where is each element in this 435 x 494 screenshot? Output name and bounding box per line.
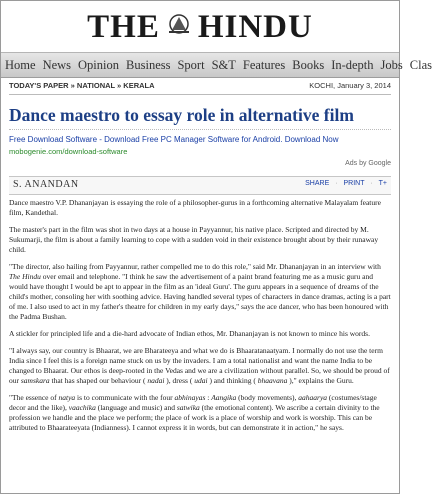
nav-item-jobs[interactable]: Jobs [380, 58, 403, 72]
text-run: "The director, also hailing from Payyannur, rather compelled me to do this role," said Mr. Dhananjayan in an interview with [9, 262, 381, 271]
text-run: )," explains the Guru. [287, 376, 354, 385]
text-run: "The essence of [9, 393, 59, 402]
italic-text: udai [194, 376, 208, 385]
paragraph: Dance maestro V.P. Dhananjayan is essaying the role of a philosopher-gurus in a forthcoming alternative Malayalam feature film, Kandethal. [9, 198, 381, 217]
italic-text: The Hindu [9, 272, 41, 281]
paragraph [9, 346, 391, 386]
ad-title-link[interactable]: Free Download Software - Download Free PC Manager Software for Android. Download Now [9, 135, 339, 144]
nav-item-news[interactable]: News [42, 58, 72, 72]
text-run: ), dress ( [164, 376, 195, 385]
emblem-icon [166, 7, 192, 29]
article-headline: Dance maestro to essay role in alternative film [9, 105, 354, 125]
nav-item-opinion[interactable]: Opinion [78, 58, 120, 72]
nav-item-sport[interactable]: Sport [177, 58, 205, 72]
paragraph: The master's part in the film was shot in two days at a house in Payyannur, his native place. Scripted and directed by M. Sukumarji, the film is about a family learning to cope with a sudden void in their existence brought about by their runaway child. [9, 225, 379, 254]
text-run: that has shaped our behaviour ( [49, 376, 148, 385]
italic-text: satwika [176, 403, 200, 412]
text-run: (costumes/stage decor and the like), [9, 393, 377, 412]
nav-item-in-depth[interactable]: In-depth [331, 58, 374, 72]
italic-text: samskara [20, 376, 50, 385]
text-run: over email and telephone. "I think he saw the advertisement of a paint brand featuring me as a music guru and would have thought I would be apt to appear in the film as an 'ideal Guru'. The guru appears in a sequence of dreams of the child's mother, consoling her with soothing advice. Having handled several types of characters in dance dramas, acting is a part of me. I also used to act in my father's theatre for children in my early days," says the ace dancer, who has been honoured with the Padma Bushan. [9, 272, 391, 321]
italic-text: natya [58, 393, 76, 402]
byline-bar [9, 176, 391, 195]
tools-separator: · [370, 180, 373, 187]
logo-left-word: THE [87, 9, 160, 45]
share-button[interactable]: SHARE [305, 180, 330, 187]
paragraph: A stickler for principled life and a die-hard advocate of Indian ethos, Mr. Dhananjayan is not known to mince his words. [9, 329, 370, 338]
text-run: ) and thinking ( [207, 376, 258, 385]
divider [9, 94, 391, 95]
text-run: is to communicate with the four [75, 393, 175, 402]
ads-by-google-label[interactable]: Ads by Google [345, 160, 391, 167]
text-run: (the emotional content). We ascribe a certain divinity to the profession we handle and the place we perform; the place of work is a place of worship and work is worship. This can be attributed to Bhaarateeyata (Indianness). I cannot express it in words, but can demonstrate it in action," he says. [9, 403, 380, 432]
logo-right-word: HINDU [197, 9, 313, 45]
nav-item-st[interactable]: S&T [211, 58, 236, 72]
nav-item-home[interactable]: Home [5, 58, 36, 72]
font-size-button[interactable]: T+ [378, 180, 387, 187]
article-body [9, 198, 391, 440]
paragraph [9, 262, 391, 322]
paragraph [9, 393, 391, 433]
nav-item-books[interactable]: Books [292, 58, 325, 72]
italic-text: nadai [147, 376, 165, 385]
text-run: (language and music) and [95, 403, 177, 412]
italic-text: aahaarya [298, 393, 328, 402]
italic-text: Aangika [211, 393, 237, 402]
text-run: "I always say, our country is Bhaarat, we are Bharateeya and what we do is Bhaaratanaatyam. I normally do not use the term India since I feel this is a foreign name stuck on us by the invaders. I am a total nationalist and want the name India to be changed to Bhaarat. Our ethos is deep-rooted in the Vedas and we are a civilization without parallel. So, we should be proud of our [9, 346, 390, 385]
masthead[interactable] [1, 1, 399, 52]
nav-item-business[interactable]: Business [126, 58, 171, 72]
italic-text: vaachika [68, 403, 96, 412]
author-name: S. ANANDAN [13, 179, 79, 190]
dateline: KOCHI, January 3, 2014 [309, 81, 391, 90]
italic-text: bhaavana [257, 376, 288, 385]
nav-item-features[interactable]: Features [242, 58, 286, 72]
nav-item-classifieds[interactable]: Clas [409, 58, 433, 72]
italic-text: abhinayas [174, 393, 206, 402]
logo[interactable] [1, 7, 399, 45]
main-nav [1, 52, 433, 78]
text-run: : [205, 393, 212, 402]
ad-block[interactable] [9, 129, 391, 170]
breadcrumb[interactable]: TODAY'S PAPER » NATIONAL » KERALA [9, 81, 155, 90]
ad-url[interactable]: mobogenie.com/download-software [9, 147, 128, 156]
tools-separator: · [335, 180, 338, 187]
text-run: (body movements), [236, 393, 299, 402]
article-tools [301, 180, 387, 187]
print-button[interactable]: PRINT [343, 180, 365, 187]
